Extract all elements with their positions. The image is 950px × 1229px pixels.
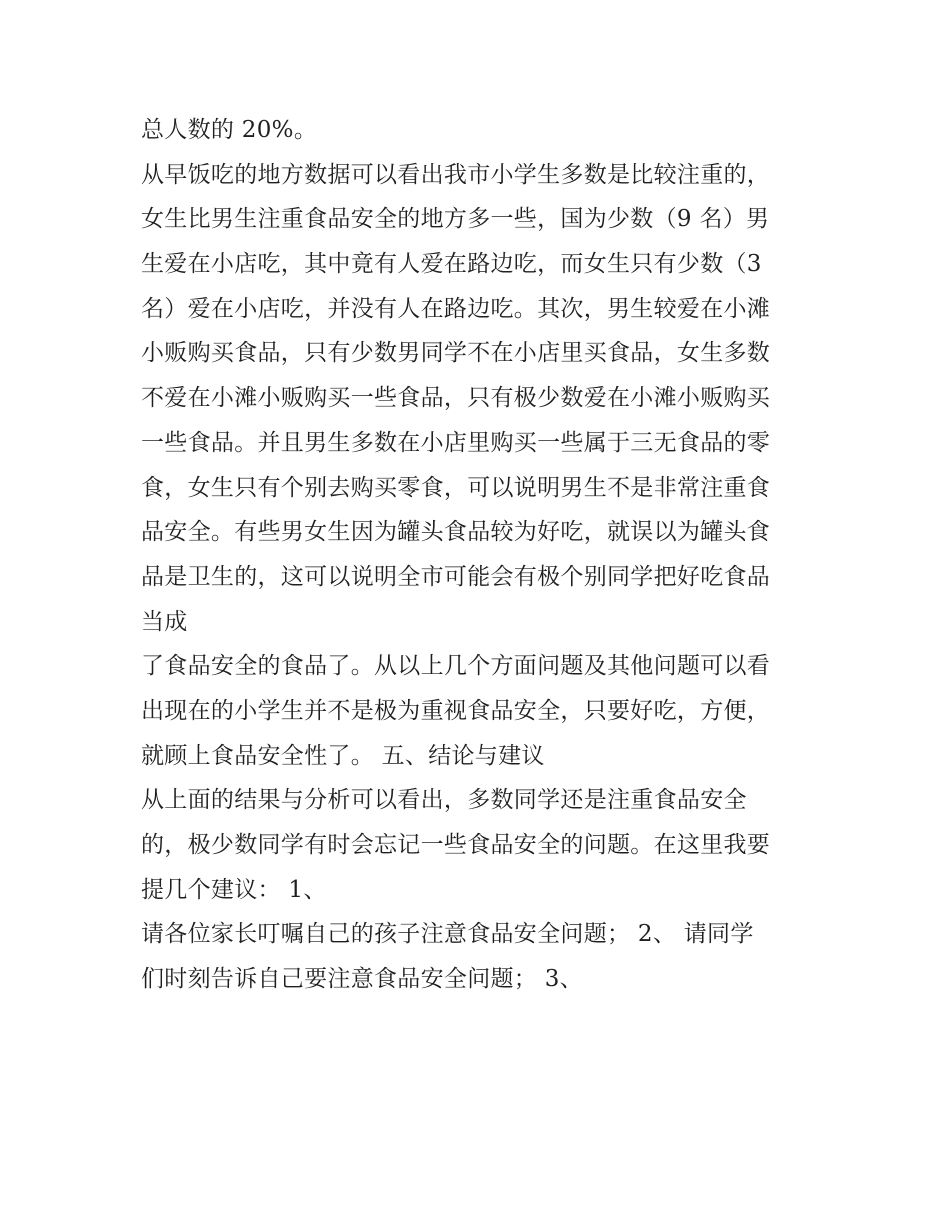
text-line: 提几个建议： 1、 [141, 876, 327, 903]
text-line: 品安全。有些男女生因为罐头食品较为好吃，就误以为罐头食 [141, 519, 771, 546]
text-line: 名）爱在小店吃，并没有人在路边吃。其次，男生较爱在小滩 [141, 295, 771, 322]
text-line: 生爱在小店吃，其中竟有人爱在路边吃，而女生只有少数（3 [141, 251, 762, 278]
text-line: 品是卫生的，这可以说明全市可能会有极个别同学把好吃食品 [141, 563, 771, 590]
text-line: 一些食品。并且男生多数在小店里购买一些属于三无食品的零 [141, 429, 771, 456]
text-line: 就顾上食品安全性了。 五、结论与建议 [141, 742, 545, 769]
text-line: 请各位家长叮嘱自己的孩子注意食品安全问题； 2、 请同学 [141, 921, 754, 948]
body-text [141, 108, 821, 1002]
text-line: 小贩购买食品，只有少数男同学不在小店里买食品，女生多数 [141, 340, 771, 367]
text-line: 女生比男生注重食品安全的地方多一些，国为少数（9 名）男 [141, 206, 770, 233]
text-line: 总人数的 20%。 [141, 117, 318, 143]
text-line: 当成 [141, 608, 188, 635]
text-line: 从早饭吃的地方数据可以看出我市小学生多数是比较注重的， [141, 161, 771, 188]
text-line: 出现在的小学生并不是极为重视食品安全，只要好吃，方便， [141, 697, 771, 724]
text-line: 了食品安全的食品了。从以上几个方面问题及其他问题可以看 [141, 653, 771, 680]
text-line: 的，极少数同学有时会忘记一些食品安全的问题。在这里我要 [141, 832, 771, 858]
text-line: 们时刻告诉自己要注意食品安全问题； 3、 [141, 966, 583, 993]
text-line: 食，女生只有个别去购买零食，可以说明男生不是非常注重食 [141, 474, 771, 501]
text-line: 不爱在小滩小贩购买一些食品，只有极少数爱在小滩小贩购买 [141, 385, 771, 412]
text-line: 从上面的结果与分析可以看出，多数同学还是注重食品安全 [141, 787, 747, 814]
